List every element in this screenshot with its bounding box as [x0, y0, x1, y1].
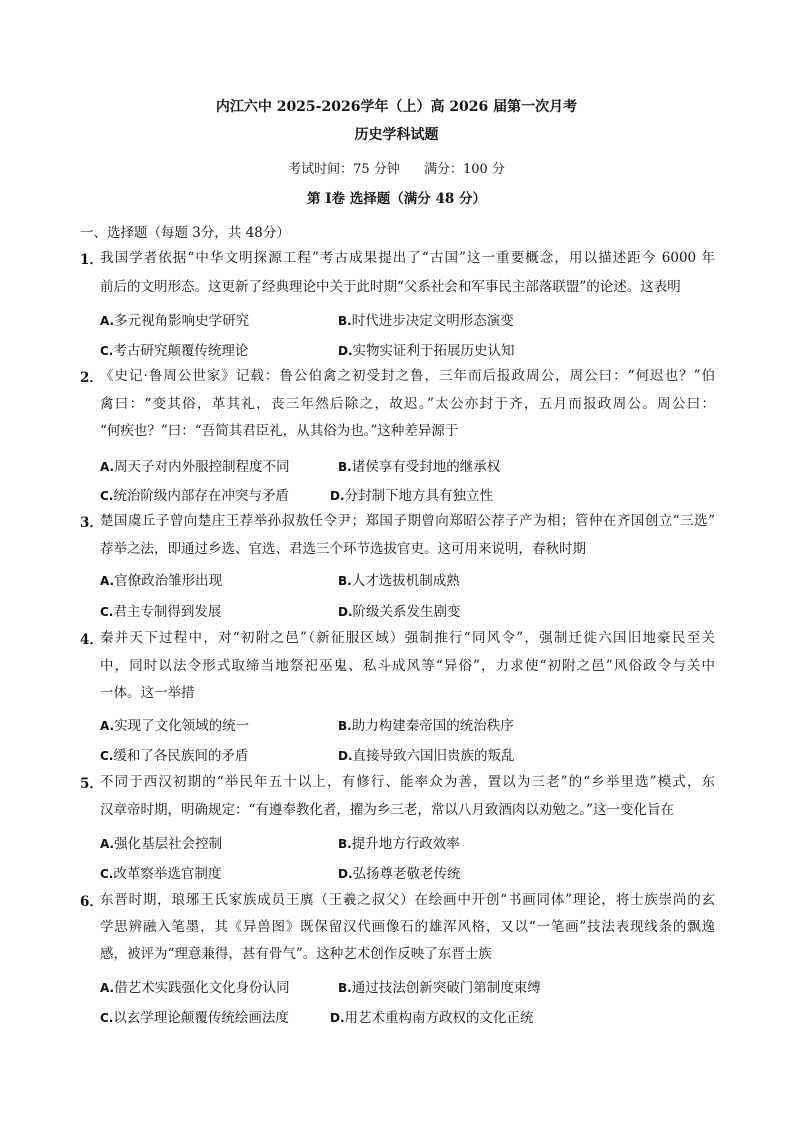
option-key: B. [338, 314, 352, 328]
question-text: 楚国虞丘子曾向楚庄王荐举孙叔敖任令尹；郑国子期曾向郑昭公荐子产为相；管仲在齐国创立“三选” [100, 513, 715, 529]
question-text: 不同于西汉初期的“举民年五十以上，有修行、能率众为善，置以为三老”的“乡举里选”模式，东 [100, 774, 715, 790]
exam-time: 考试时间：75 分钟 [288, 162, 400, 177]
option-text: 时代进步决定文明形态演变 [351, 313, 514, 329]
option-key: A. [100, 460, 115, 474]
question-text: 汉章帝时期，明确规定：“有遵奉教化者，擢为乡三老，常以八月致酒肉以劝勉之。”这一变化旨在 [100, 802, 675, 818]
question-text: 东晋时期，琅琊王氏家族成员王廙（王羲之叔父）在绘画中开创“书画同体”理论，将士族崇尚的玄 [100, 892, 715, 908]
option-text: 改革察举选官制度 [113, 866, 222, 882]
question-number: 2． [80, 370, 103, 386]
option-text: 官僚政治雏形出现 [114, 573, 223, 589]
option-text: 实物实证利于拓展历史认知 [352, 343, 515, 359]
question-number: 3． [80, 515, 103, 531]
option-text: 考古研究颠覆传统理论 [113, 343, 249, 359]
option-a [100, 976, 290, 996]
question-text: 一体。这一举措 [100, 685, 195, 701]
option-d [330, 1006, 534, 1026]
option-text: 阶级关系发生剧变 [352, 604, 461, 620]
option-key: B. [338, 719, 352, 733]
option-a [100, 309, 249, 329]
section-heading: 一、选择题（每题 3分，共 48分） [80, 225, 290, 241]
option-key: C. [100, 489, 114, 503]
option-a [100, 714, 249, 734]
option-key: A. [100, 719, 115, 733]
option-key: A. [100, 574, 115, 588]
option-key: D. [330, 1011, 345, 1025]
option-key: B. [338, 574, 352, 588]
option-c [100, 744, 248, 764]
option-text: 强化基层社会控制 [114, 836, 223, 852]
option-key: C. [100, 1011, 114, 1025]
option-c [100, 600, 221, 620]
question-number: 5． [80, 776, 103, 792]
question-number: 1． [80, 252, 103, 268]
option-key: C. [100, 749, 114, 763]
option-text: 用艺术重构南方政权的文化正统 [344, 1010, 534, 1026]
option-text: 借艺术实践强化文化身份认同 [114, 980, 290, 996]
option-b [338, 714, 514, 734]
question-text: 秦并天下过程中，对“初附之邑”（新征服区域）强制推行“同风令”，强制迁徙六国旧地豪民至关 [100, 630, 715, 646]
question-text: 荐举之法，即通过乡选、官选、君选三个环节选拔官吏。这可用来说明，春秋时期 [100, 541, 586, 557]
option-c [100, 1006, 289, 1026]
option-b [338, 569, 460, 589]
exam-meta [0, 158, 793, 177]
option-text: 多元视角影响史学研究 [114, 313, 250, 329]
option-text: 诸侯享有受封地的继承权 [351, 459, 501, 475]
option-a [100, 832, 222, 852]
option-a [100, 455, 290, 475]
option-text: 直接导致六国旧贵族的叛乱 [352, 748, 515, 764]
option-text: 以玄学理论颠覆传统绘画法度 [113, 1010, 289, 1026]
option-text: 通过技法创新突破门第制度束缚 [351, 980, 541, 996]
option-c [100, 484, 289, 504]
option-key: D. [338, 344, 353, 358]
option-key: C. [100, 344, 114, 358]
question-text: 我国学者依据“中华文明探源工程”考古成果提出了“古国”这一重要概念，用以描述距今 6000 年 [100, 250, 715, 266]
option-d [330, 484, 493, 504]
option-text: 实现了文化领域的统一 [114, 718, 250, 734]
question-text: 中，同时以法令形式取缔当地祭祀巫鬼、私斗成风等“异俗”，力求使“初附之邑”风俗政令与关中 [100, 658, 715, 674]
question-text: 禽曰：“变其俗，革其礼，丧三年然后除之，故迟。”太公亦封于齐，五月而报政周公。周公曰： [100, 396, 715, 412]
option-b [338, 309, 514, 329]
option-text: 统治阶级内部存在冲突与矛盾 [113, 488, 289, 504]
exam-score: 满分：100 分 [423, 162, 505, 177]
option-d [338, 862, 461, 882]
option-text: 助力构建秦帝国的统治秩序 [351, 718, 514, 734]
option-key: A. [100, 837, 115, 851]
option-d [338, 600, 461, 620]
option-key: A. [100, 981, 115, 995]
option-key: C. [100, 605, 114, 619]
exam-title: 内江六中 2025-2026学年（上）高 2026 届第一次月考 [215, 99, 578, 115]
question-text: 前后的文明形态。这更新了经典理论中关于此时期“父系社会和军事民主部落联盟”的论述。这表明 [100, 279, 681, 295]
question-text: 感，被评为“理意兼得，甚有骨气”。这种艺术创作反映了东晋士族 [100, 946, 492, 962]
question-text: “何疾也？”曰：“吾简其君臣礼，从其俗为也。”这种差异源于 [100, 423, 459, 439]
option-b [338, 832, 460, 852]
question-text: 学思辨融入笔墨，其《异兽图》既保留汉代画像石的雄浑风格，又以“一笔画”技法表现线条的飘逸 [100, 919, 715, 935]
option-key: B. [338, 837, 352, 851]
option-key: B. [338, 981, 352, 995]
option-a [100, 569, 222, 589]
question-number: 6． [80, 894, 103, 910]
part-heading: 第 I卷 选择题（满分 48 分） [307, 191, 486, 207]
option-text: 提升地方行政效率 [351, 836, 460, 852]
option-b [338, 455, 500, 475]
option-text: 君主专制得到发展 [113, 604, 222, 620]
option-text: 分封制下地方具有独立性 [344, 488, 494, 504]
option-c [100, 862, 221, 882]
option-key: D. [338, 867, 353, 881]
option-c [100, 339, 248, 359]
option-key: B. [338, 460, 352, 474]
option-key: D. [338, 749, 353, 763]
option-key: D. [338, 605, 353, 619]
option-key: D. [330, 489, 345, 503]
option-key: A. [100, 314, 115, 328]
option-text: 周天子对内外服控制程度不同 [114, 459, 290, 475]
option-b [338, 976, 541, 996]
option-text: 人才选拔机制成熟 [351, 573, 460, 589]
question-number: 4． [80, 632, 103, 648]
option-key: C. [100, 867, 114, 881]
option-text: 缓和了各民族间的矛盾 [113, 748, 249, 764]
exam-subtitle: 历史学科试题 [354, 127, 439, 143]
option-text: 弘扬尊老敬老传统 [352, 866, 461, 882]
option-d [338, 339, 515, 359]
question-text: 《史记·鲁周公世家》记载：鲁公伯禽之初受封之鲁，三年而后报政周公，周公曰：“何迟也？”伯 [100, 368, 715, 384]
option-d [338, 744, 515, 764]
